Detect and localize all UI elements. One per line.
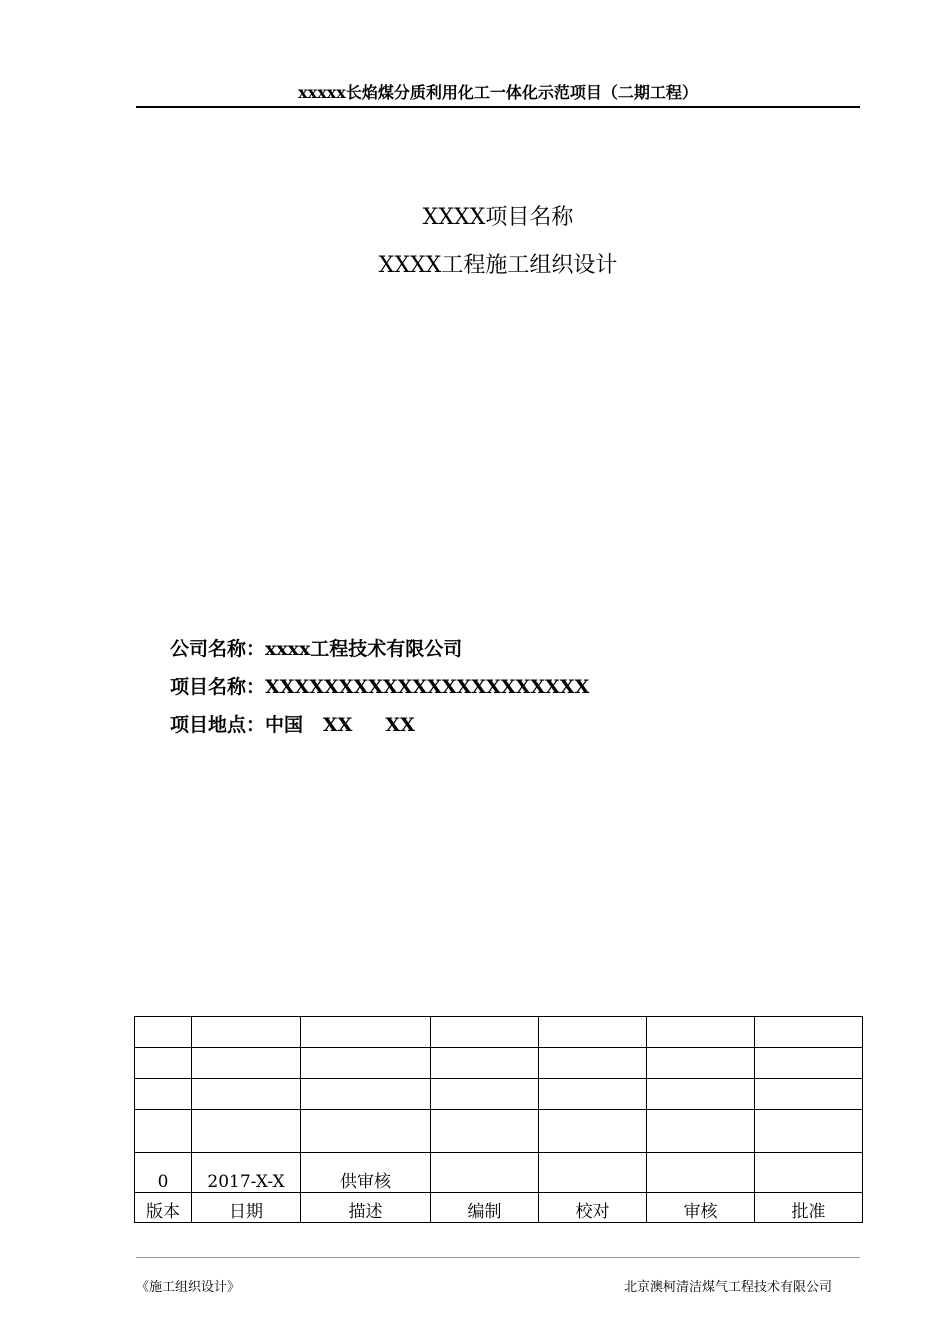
cover-title-document: XXXX工程施工组织设计 <box>378 253 618 278</box>
cover-title-project: XXXX项目名称 <box>422 205 574 230</box>
table-cell <box>755 1153 863 1193</box>
revision-table <box>134 1016 863 1223</box>
table-cell <box>539 1079 647 1110</box>
header-approved: 批准 <box>755 1193 863 1223</box>
table-cell <box>539 1153 647 1193</box>
company-name: 公司名称：xxxx工程技术有限公司 <box>170 638 463 660</box>
table-cell <box>135 1048 192 1079</box>
table-cell <box>192 1048 301 1079</box>
table-cell <box>135 1079 192 1110</box>
table-cell <box>647 1048 755 1079</box>
table-cell <box>135 1017 192 1048</box>
page-header-title: xxxxx长焰煤分质利用化工一体化示范项目（二期工程） <box>298 83 698 102</box>
table-cell <box>301 1048 431 1079</box>
description-cell: 供审核 <box>301 1153 431 1193</box>
table-cell <box>539 1048 647 1079</box>
table-row <box>135 1017 863 1048</box>
header-version: 版本 <box>135 1193 192 1223</box>
table-cell <box>647 1110 755 1153</box>
version-cell: 0 <box>135 1153 192 1193</box>
table-cell <box>431 1110 539 1153</box>
footer-divider <box>136 1257 860 1258</box>
table-cell <box>301 1110 431 1153</box>
table-cell <box>431 1017 539 1048</box>
table-cell <box>135 1110 192 1153</box>
table-cell <box>647 1017 755 1048</box>
header-description: 描述 <box>301 1193 431 1223</box>
header-reviewed: 审核 <box>647 1193 755 1223</box>
table-header-row <box>135 1193 863 1223</box>
table-cell <box>755 1048 863 1079</box>
date-cell: 2017-X-X <box>192 1153 301 1193</box>
table-row <box>135 1079 863 1110</box>
header-checked: 校对 <box>539 1193 647 1223</box>
project-name: 项目名称：XXXXXXXXXXXXXXXXXXXXXX <box>170 676 590 698</box>
table-cell <box>192 1079 301 1110</box>
table-cell <box>301 1017 431 1048</box>
footer-document-title: 《施工组织设计》 <box>136 1280 241 1295</box>
footer-company-name: 北京澳柯清洁煤气工程技术有限公司 <box>623 1280 832 1295</box>
table-cell <box>647 1079 755 1110</box>
table-cell <box>539 1017 647 1048</box>
table-cell <box>755 1017 863 1048</box>
table-cell <box>755 1110 863 1153</box>
project-location: 项目地点：中国 XX XX <box>170 714 415 736</box>
table-row-version-0 <box>135 1153 863 1193</box>
table-cell <box>431 1079 539 1110</box>
header-date: 日期 <box>192 1193 301 1223</box>
table-cell <box>192 1110 301 1153</box>
table-row <box>135 1110 863 1153</box>
table-cell <box>755 1079 863 1110</box>
header-prepared: 编制 <box>431 1193 539 1223</box>
table-row <box>135 1048 863 1079</box>
table-cell <box>192 1017 301 1048</box>
table-cell <box>647 1153 755 1193</box>
table-cell <box>539 1110 647 1153</box>
table-cell <box>431 1153 539 1193</box>
table-cell <box>301 1079 431 1110</box>
header-divider <box>136 106 860 108</box>
table-cell <box>431 1048 539 1079</box>
